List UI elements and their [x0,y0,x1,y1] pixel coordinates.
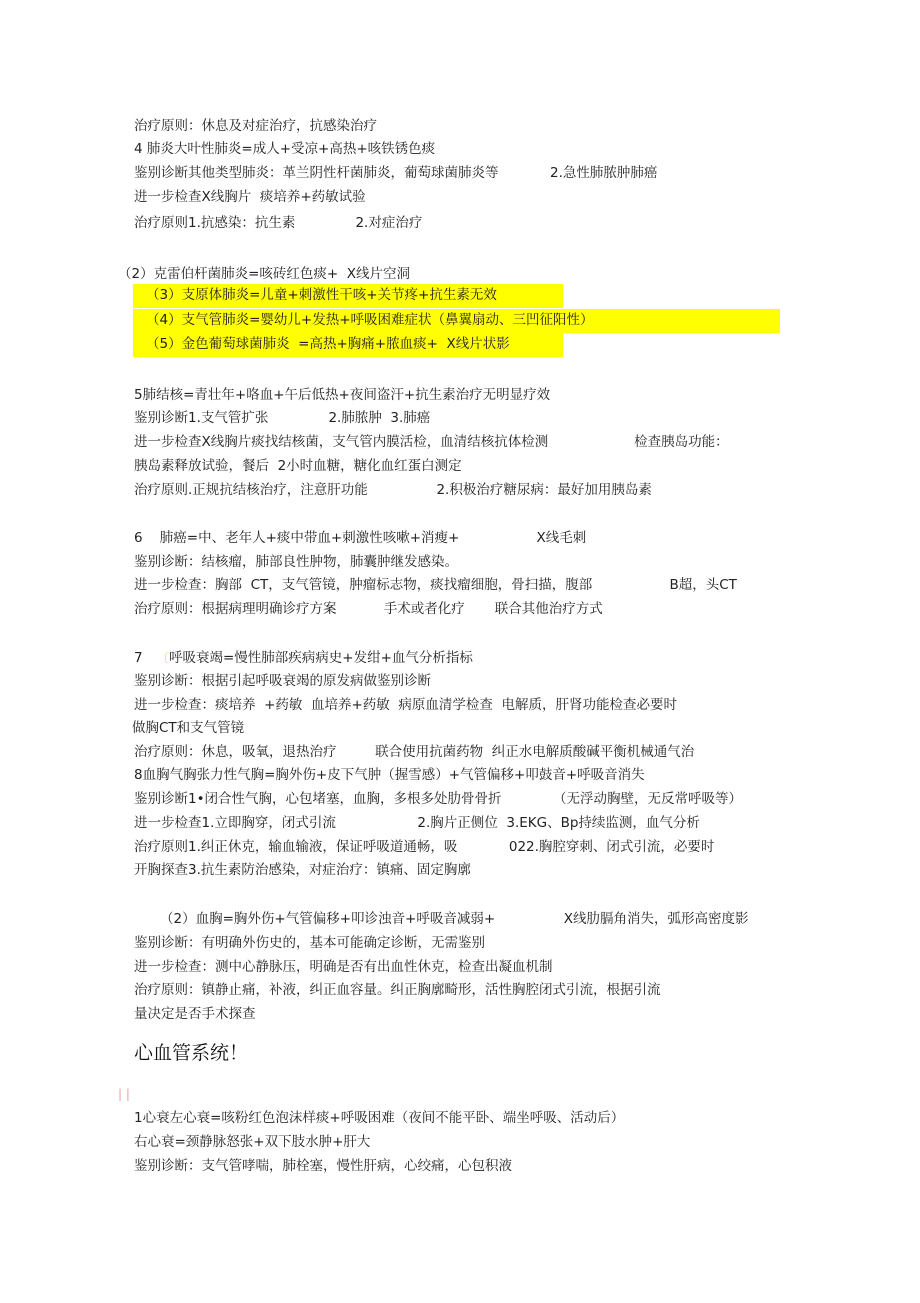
text-line: 鉴别诊断其他类型肺炎：革兰阴性杆菌肺炎，葡萄球菌肺炎等 2.急性肺脓肿肺癌 [134,165,658,181]
text-line: 胰岛素释放试验，餐后 2小时血糖，糖化血红蛋白测定 [134,458,462,474]
text-line: 进一步检查1.立即胸穿，闭式引流 2.胸片正侧位 3.EKG、Bp持续监测，血气分析 [134,815,700,831]
text-line: （3）支原体肺炎=儿童+刺激性干咳+关节疼+抗生素无效 [146,287,497,303]
text-line: （2）克雷伯杆菌肺炎=咳砖红色痰+ X线片空洞 [118,266,411,282]
text-line: 进一步检查：胸部 CT，支气管镜，肿瘤标志物，痰找瘤细胞，骨扫描，腹部 B超，头CT [134,577,737,593]
text-line: 治疗原则1.抗感染：抗生素 2.对症治疗 [134,215,423,231]
bar-mark: | | [118,1087,130,1101]
text-line: 7 [134,650,143,666]
text-line: 8血胸气胸张力性气胸=胸外伤+皮下气肿（握雪感）+气管偏移+叩鼓音+呼吸音消失 [134,767,645,783]
text-line: 鉴别诊断1•闭合性气胸，心包堵塞，血胸，多根多处肋骨骨折 （无浮动胸壁，无反常呼吸等） [134,791,743,807]
text-line: 治疗原则：根据病理明确诊疗方案 手术或者化疗 联合其他治疗方式 [134,601,603,617]
text-line: 治疗原则1.纠正休克，输血输液，保证呼吸道通畅，吸 022.胸腔穿刺、闭式引流，必要时 [134,839,715,855]
text-line: 量决定是否手术探查 [134,1006,256,1022]
text-line: 进一步检查X线胸片痰找结核菌，支气管内膜活检，血清结核抗体检测 检查胰岛功能： [134,434,729,450]
text-line: 1心衰左心衰=咳粉红色泡沫样痰+呼吸困难（夜间不能平卧、端坐呼吸、活动后） [134,1110,625,1126]
text-line: 右心衰=颈静脉怒张+双下肢水肿+肝大 [134,1134,371,1150]
text-line: 进一步检查X线胸片 痰培养+药敏试验 [134,189,366,205]
text-line: 治疗原则.正规抗结核治疗，注意肝功能 2.积极治疗糖尿病：最好加用胰岛素 [134,482,652,498]
text-line: 治疗原则：镇静止痛，补液，纠正血容量。纠正胸廓畸形，活性胸腔闭式引流，根据引流 [134,982,661,998]
text-line: 开胸探查3.抗生素防治感染，对症治疗：镇痛、固定胸廓 [134,862,471,878]
text-line: 治疗原则：休息，吸氧，退热治疗 联合使用抗菌药物 纠正水电解质酸碱平衡机械通气治 [134,744,695,760]
text-line: 6 肺癌=中、老年人+痰中带血+刺激性咳嗽+消瘦+ X线毛刺 [134,530,587,546]
text-line: 鉴别诊断：有明确外伤史的，基本可能确定诊断，无需鉴别 [134,935,485,951]
text-line: 鉴别诊断：根据引起呼吸衰竭的原发病做鉴别诊断 [134,673,431,689]
text-line: 进一步检查：测中心静脉压，明确是否有出血性休克，检查出凝血机制 [134,959,553,975]
text-line: 5肺结核=青壮年+咯血+午后低热+夜间盗汗+抗生素治疗无明显疗效 [134,387,551,403]
text-line: 治疗原则：休息及对症治疗，抗感染治疗 [134,118,377,134]
text-line: （4）支气管肺炎=婴幼儿+发热+呼吸困难症状（鼻翼扇动、三凹征阳性） [146,312,594,328]
text-line: 鉴别诊断1.支气管扩张 2.肺脓肿 3.肺癌 [134,410,431,426]
text-line: （2）血胸=胸外伤+气管偏移+叩诊浊音+呼吸音减弱+ X线肋膈角消失，弧形高密度影 [160,911,749,927]
section-heading: 心血管系统！ [134,1042,249,1064]
text-line: 呼吸衰竭=慢性肺部疾病病史+发绀+血气分析指标 [169,650,473,666]
text-line: 做胸CT和支气管镜 [132,720,245,736]
text-line: 进一步检查：痰培养 +药敏 血培养+药敏 病原血清学检查 电解质，肝肾功能检查必要时 [134,697,677,713]
text-line: 4 肺炎大叶性肺炎=成人+受凉+高热+咳铁锈色痰 [134,141,436,157]
text-line: 鉴别诊断：支气管哮喘，肺栓塞，慢性肝病，心绞痛，心包积液 [134,1158,512,1174]
text-line: （5）金色葡萄球菌肺炎 =高热+胸痛+脓血痰+ X线片状影 [146,336,510,352]
bracket-mark: 〔 [157,651,170,665]
text-line: 鉴别诊断：结核瘤，肺部良性肿物，肺囊肿继发感染。 [134,554,458,570]
